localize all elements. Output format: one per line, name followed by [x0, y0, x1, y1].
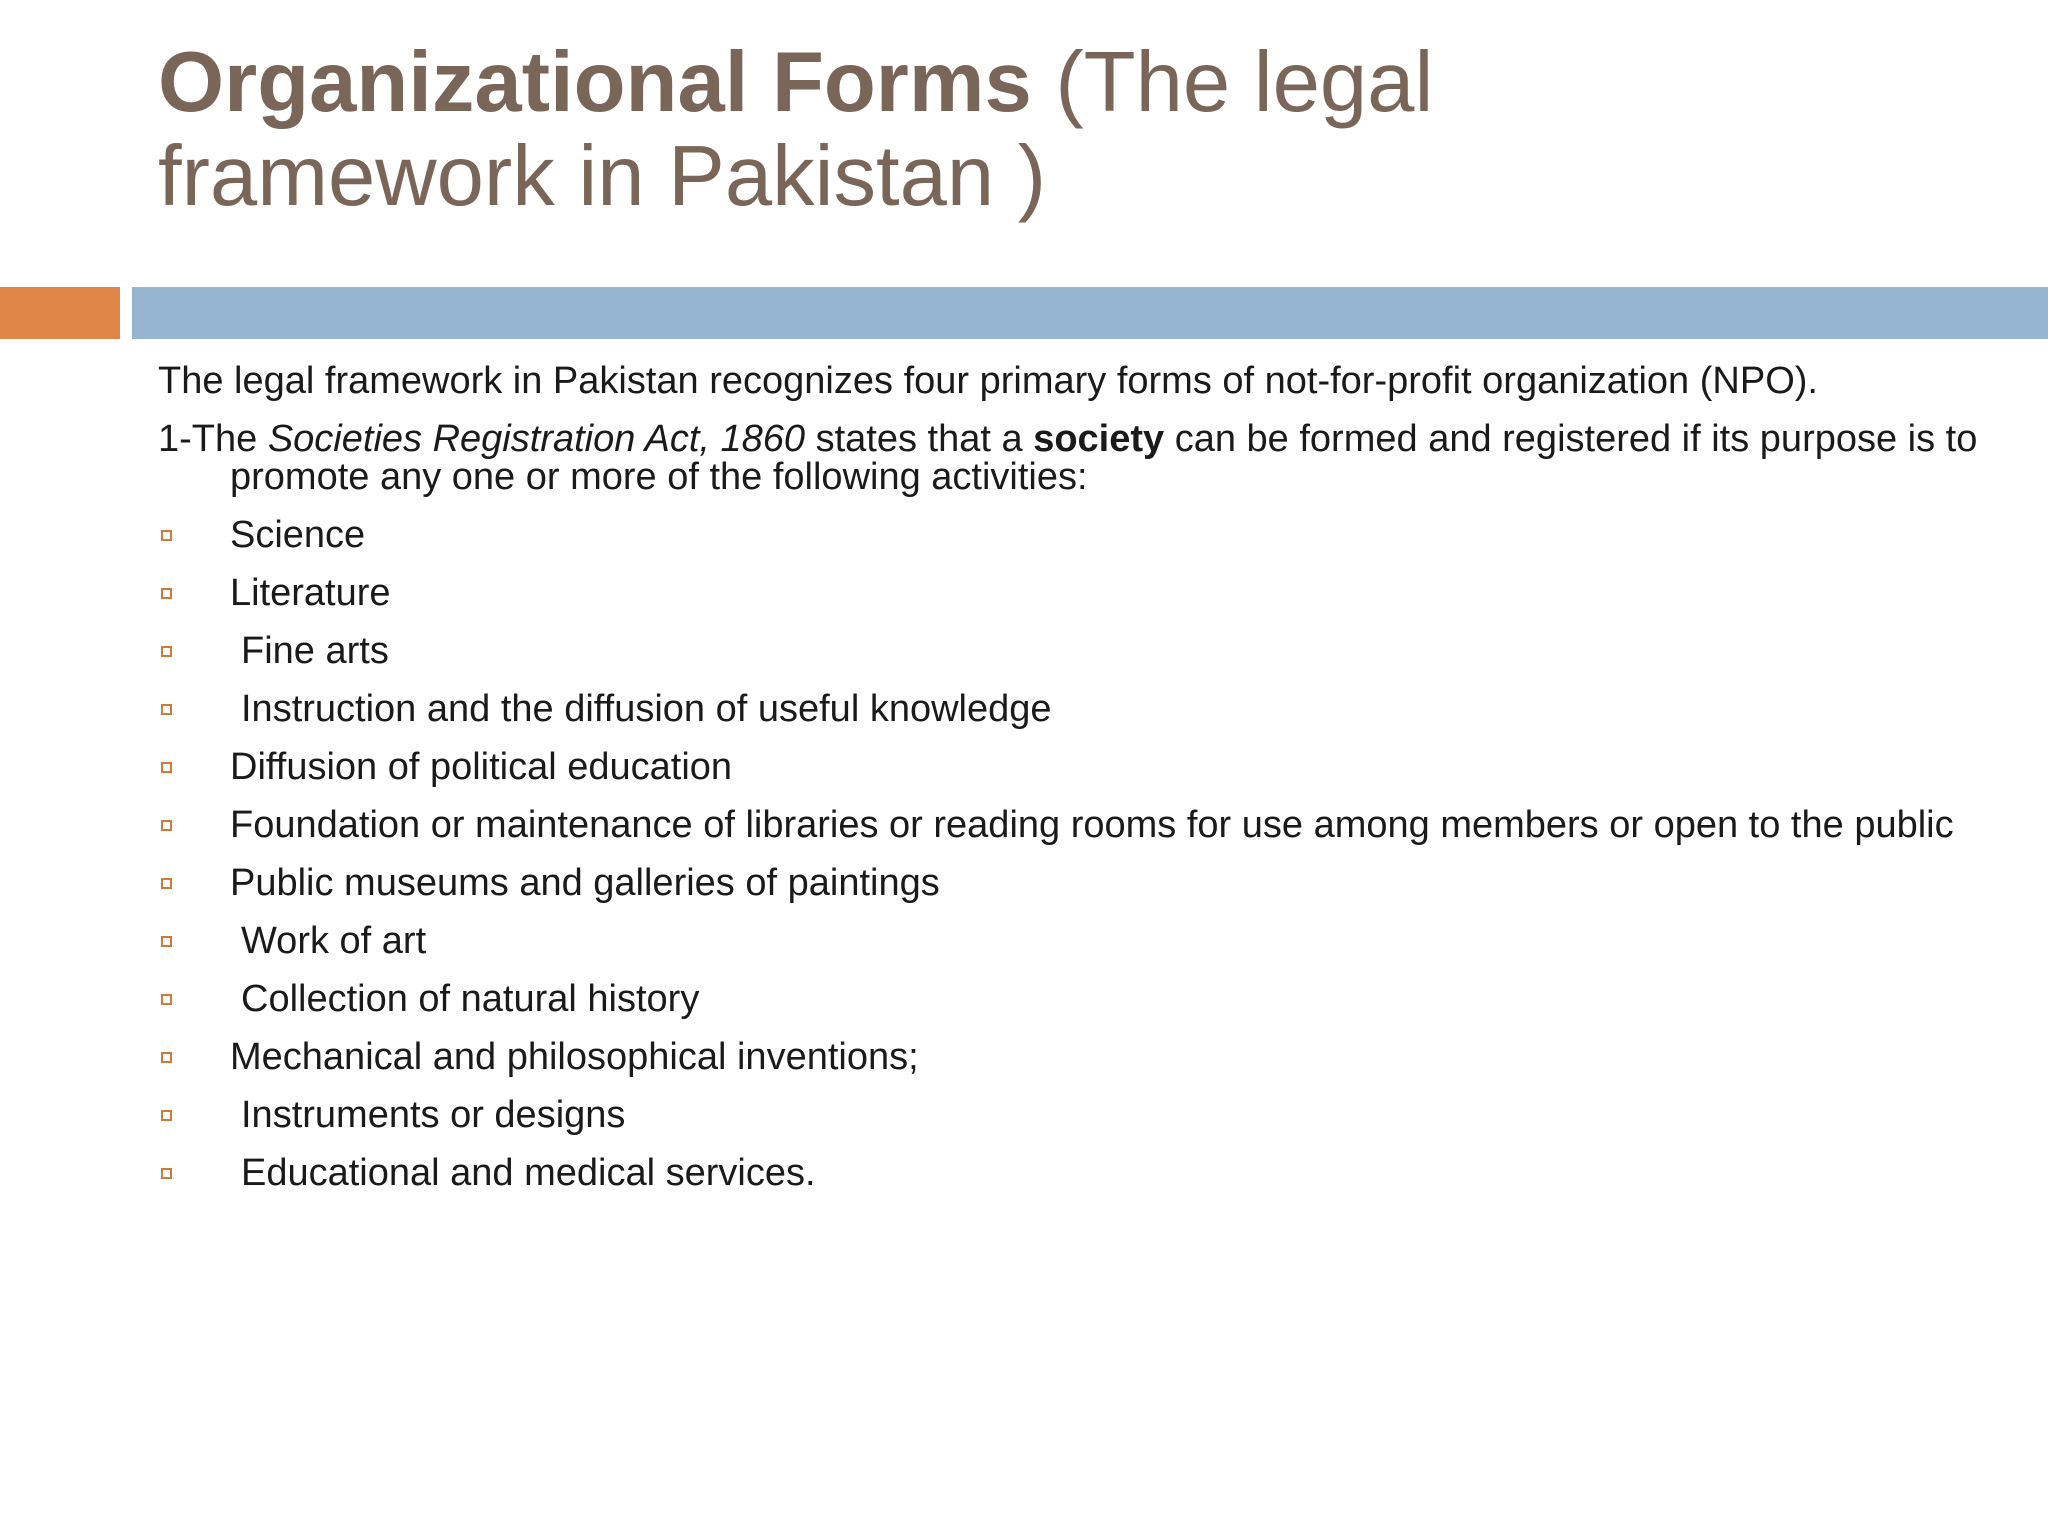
list-item	[158, 1038, 1998, 1076]
list-item-text: Work of art	[241, 920, 427, 962]
list-item-text: Educational and medical services.	[241, 1152, 816, 1194]
list-item	[158, 574, 1998, 612]
list-item	[158, 1154, 1998, 1192]
list-item-text: Foundation or maintenance of libraries or reading rooms for use among members or open to the public	[230, 804, 1954, 846]
list-item-text: Mechanical and philosophical inventions;	[230, 1036, 919, 1078]
society-keyword: society	[1033, 418, 1165, 460]
intro-paragraph: The legal framework in Pakistan recognizes four primary forms of not-for-profit organization (NPO).	[158, 360, 1818, 402]
list-item-text: Diffusion of political education	[230, 746, 733, 788]
list-item	[158, 1096, 1998, 1134]
list-item	[158, 516, 1998, 554]
list-item-text: Literature	[230, 572, 391, 614]
hollow-square-bullet-icon	[161, 1168, 172, 1179]
list-item-text: Public museums and galleries of paintings	[230, 862, 940, 904]
list-item	[158, 748, 1998, 786]
hollow-square-bullet-icon	[161, 646, 172, 657]
hollow-square-bullet-icon	[161, 530, 172, 541]
act-name: Societies Registration Act, 1860	[267, 418, 806, 460]
list-item	[158, 922, 1998, 960]
hollow-square-bullet-icon	[161, 762, 172, 773]
list-item-text: Fine arts	[241, 630, 389, 672]
hollow-square-bullet-icon	[161, 1052, 172, 1063]
accent-bar-orange	[0, 287, 120, 339]
hollow-square-bullet-icon	[161, 994, 172, 1005]
slide-body	[158, 362, 1998, 1212]
list-item	[158, 806, 1998, 844]
hollow-square-bullet-icon	[161, 820, 172, 831]
slide-title-rest: (The legal framework in Pakistan )	[158, 35, 1434, 224]
list-item	[158, 980, 1998, 1018]
point-1-suffix: can be formed and registered if its purpose is to promote any one or more of the following activities:	[230, 418, 1978, 498]
point-1-paragraph	[158, 420, 1998, 496]
slide-title-bold: Organizational Forms	[158, 35, 1032, 130]
point-1-middle: states that a	[805, 418, 1034, 460]
list-item-text: Instruction and the diffusion of useful knowledge	[241, 688, 1052, 730]
list-item	[158, 864, 1998, 902]
accent-bar-blue	[132, 287, 2048, 339]
list-item	[158, 690, 1998, 728]
activities-list	[158, 516, 1998, 1192]
list-item-text: Instruments or designs	[241, 1094, 626, 1136]
hollow-square-bullet-icon	[161, 1110, 172, 1121]
hollow-square-bullet-icon	[161, 878, 172, 889]
list-item-text: Science	[230, 514, 366, 556]
list-item-text: Collection of natural history	[241, 978, 700, 1020]
hollow-square-bullet-icon	[161, 936, 172, 947]
hollow-square-bullet-icon	[161, 704, 172, 715]
point-1-prefix: 1-The	[158, 418, 268, 460]
list-item	[158, 632, 1998, 670]
hollow-square-bullet-icon	[161, 588, 172, 599]
slide-title	[158, 36, 1458, 224]
